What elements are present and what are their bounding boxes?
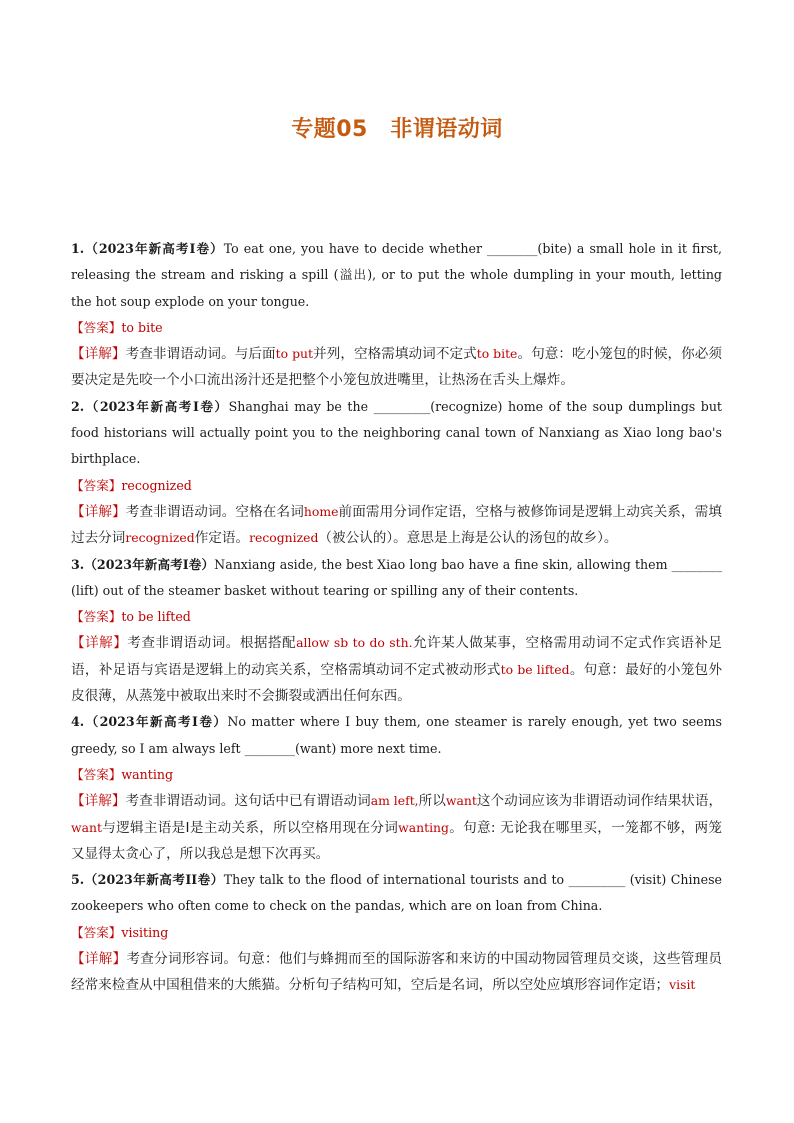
detail-1	[71, 341, 722, 394]
detail-text: 考查非谓语动词。与后面	[125, 346, 276, 363]
detail-keyword: to be lifted	[500, 661, 570, 677]
detail-3	[71, 630, 722, 709]
detail-text: 所以	[418, 793, 446, 810]
answer-tag: 【答案】	[71, 609, 122, 625]
answer-value: recognized	[121, 477, 192, 493]
answer-4	[71, 762, 722, 788]
detail-text: 作定语。	[194, 530, 250, 547]
question-text: No matter where I buy them, one steamer is rarely enough, yet two seems greedy, so I am always left ________(want) more next time.	[71, 714, 722, 756]
answer-value: to be lifted	[121, 609, 191, 625]
detail-keyword: want	[71, 819, 102, 835]
detail-text: 这个动词应该为非谓语动词作结果状语，	[476, 793, 723, 810]
detail-text: 考查分词形容词。句意：他们与蜂拥而至的国际游客和来访的中国动物园管理员交谈，这些管理员经常来检查从中国租借来的大熊猫。分析句子结构可知，空后是名词，所以空处应填形容词作定语；	[71, 951, 723, 994]
detail-text: 。句意：最好的小笼包外皮很薄，从蒸笼中被取出来时不会撕裂或洒出任何东西。	[71, 661, 723, 705]
question-4	[71, 709, 722, 762]
detail-text: 考查非谓语动词。根据搭配	[127, 635, 297, 652]
question-text: Shanghai may be the _________(recognize) home of the soup dumplings but food historians will actually point you to the neighboring canal town of Nanxiang as Xiao long bao's birthplace.	[71, 398, 722, 467]
detail-tag: 【详解】	[71, 346, 126, 363]
question-source: （2023年新高考I卷）	[84, 714, 228, 730]
detail-text: 。句意: 无论我在哪里买，一笼都不够，两笼又显得太贪心了，所以我总是想下次再买。	[71, 819, 722, 862]
detail-keyword: visit	[669, 977, 696, 993]
question-source: （2023年新高考I卷）	[84, 241, 224, 256]
detail-text: 并列，空格需填动词不定式	[312, 346, 477, 363]
detail-tag: 【详解】	[71, 635, 128, 652]
answer-value: visiting	[121, 924, 169, 940]
question-text: They talk to the flood of international tourists and to _________ (visit) Chinese zookeepers who often come to check on the pandas, which are on loan from China.	[71, 872, 722, 914]
question-3	[71, 552, 722, 605]
detail-keyword: home	[303, 503, 339, 519]
detail-2	[71, 499, 722, 552]
answer-3	[71, 604, 722, 630]
detail-keyword: allow sb to do sth.	[296, 635, 413, 651]
detail-text: 允许某人做某事，空格需用动词不定式作宾语补足语，补足语与宾语是逻辑上的动宾关系，空格需填动词不定式被动形式	[71, 635, 723, 678]
answer-value: to bite	[121, 319, 163, 335]
detail-tag: 【详解】	[71, 503, 126, 520]
answer-tag: 【答案】	[71, 319, 122, 335]
question-5	[71, 867, 722, 920]
answer-tag: 【答案】	[71, 924, 122, 940]
detail-4	[71, 788, 722, 867]
detail-text: 与逻辑主语是I是主动关系，所以空格用现在分词	[101, 819, 399, 836]
question-1	[71, 236, 722, 315]
question-number: 2.	[71, 398, 85, 414]
detail-text: 。句意：吃小笼包的时候，你必须要决定是先咬一个小口流出汤汁还是把整个小笼包放进嘴里，让热汤在舌头上爆炸。	[71, 346, 723, 389]
answer-tag: 【答案】	[71, 766, 122, 782]
question-number: 5.	[71, 872, 85, 888]
detail-keyword: to bite	[476, 346, 518, 362]
question-2	[71, 394, 722, 473]
detail-text: 考查非谓语动词。空格在名词	[125, 503, 304, 520]
detail-5	[71, 946, 722, 999]
question-source: （2023年新高考I卷）	[84, 556, 215, 572]
detail-text: 前面需用分词作定语，空格与被修饰词是逻辑上动宾关系，需填过去分词	[71, 503, 723, 547]
question-number: 3.	[71, 556, 85, 572]
question-list	[71, 236, 722, 999]
detail-keyword: recognized	[249, 530, 319, 546]
answer-1	[71, 315, 722, 341]
question-number: 4.	[71, 714, 85, 730]
detail-keyword: want	[445, 793, 477, 809]
detail-keyword: am left,	[370, 793, 419, 809]
detail-keyword: recognized	[125, 530, 195, 546]
question-text: Nanxiang aside, the best Xiao long bao have a fine skin, allowing them ________ (lift) out of the steamer basket without tearing or spilling any of their contents.	[71, 556, 722, 598]
answer-tag: 【答案】	[71, 477, 122, 493]
detail-text: 考查非谓语动词。这句话中已有谓语动词	[125, 793, 371, 810]
question-number: 1.	[71, 241, 85, 256]
detail-keyword: wanting	[398, 819, 449, 835]
question-source: （2023年新高考II卷）	[84, 872, 224, 888]
answer-2	[71, 473, 722, 499]
detail-tag: 【详解】	[71, 951, 127, 968]
page-title: 专题05 非谓语动词	[291, 117, 503, 142]
detail-text: （被公认的）。意思是上海是公认的汤包的故乡）。	[318, 530, 618, 547]
detail-tag: 【详解】	[71, 793, 126, 810]
answer-5	[71, 920, 722, 946]
detail-keyword: to put	[275, 346, 313, 362]
answer-value: wanting	[121, 766, 174, 782]
question-source: （2023年新高考I卷）	[84, 398, 229, 414]
question-text: To eat one, you have to decide whether ________(bite) a small hole in it first, releasing the stream and risking a spill (溢出), or to put the whole dumpling in your mouth, letting the hot soup explode on your tongue.	[71, 241, 722, 309]
